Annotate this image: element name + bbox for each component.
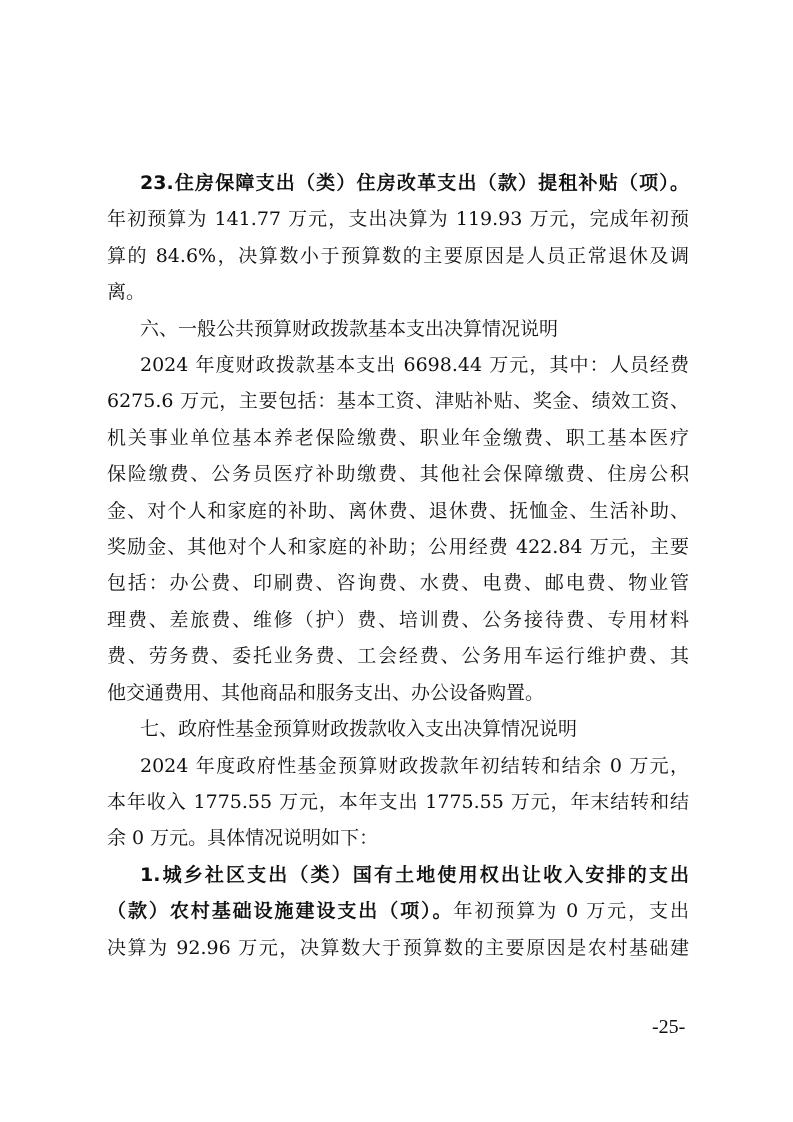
- text-line: [107, 893, 689, 929]
- document-body: [107, 165, 689, 966]
- text-line: 决算为 92.96 万元，决算数大于预算数的主要原因是农村基础建: [107, 936, 689, 959]
- section-7-heading: 七、政府性基金预算财政拨款收入支出决算情况说明: [140, 718, 578, 741]
- item-1-text: 年初预算为 0 万元，支出: [453, 900, 689, 923]
- text-line: 金、对个人和家庭的补助、离休费、退休费、抚恤金、生活补助、: [107, 499, 689, 522]
- text-line: 奖励金、其他对个人和家庭的补助；公用经费 422.84 万元，主要: [107, 536, 689, 559]
- text-line: 包括：办公费、印刷费、咨询费、水费、电费、邮电费、物业管: [107, 572, 689, 595]
- text-line: 余 0 万元。具体情况说明如下：: [107, 827, 379, 850]
- section-6-heading: 六、一般公共预算财政拨款基本支出决算情况说明: [140, 317, 559, 340]
- text-line: 2024 年度政府性基金预算财政拨款年初结转和结余 0 万元，: [140, 754, 689, 777]
- text-line: 保险缴费、公务员医疗补助缴费、其他社会保障缴费、住房公积: [107, 463, 689, 486]
- text-line: 他交通费用、其他商品和服务支出、办公设备购置。: [107, 681, 545, 704]
- text-line: 年初预算为 141.77 万元，支出决算为 119.93 万元，完成年初预: [107, 208, 689, 231]
- text-line: 离。: [107, 281, 146, 304]
- text-line: 6275.6 万元，主要包括：基本工资、津贴补贴、奖金、绩效工资、: [107, 390, 689, 413]
- page-number: -25-: [652, 1016, 686, 1038]
- text-line: 费、劳务费、委托业务费、工会经费、公务用车运行维护费、其: [107, 645, 689, 668]
- item-1-title-continued: （款）农村基础设施建设支出（项）。: [107, 900, 454, 923]
- text-line: 理费、差旅费、维修（护）费、培训费、公务接待费、专用材料: [107, 608, 689, 631]
- text-line: 2024 年度财政拨款基本支出 6698.44 万元，其中：人员经费: [140, 354, 689, 377]
- text-line: 本年收入 1775.55 万元，本年支出 1775.55 万元，年末结转和结: [107, 790, 689, 813]
- text-line: 机关事业单位基本养老保险缴费、职业年金缴费、职工基本医疗: [107, 426, 689, 449]
- item-23-title: 23.住房保障支出（类）住房改革支出（款）提租补贴（项）。: [140, 172, 689, 194]
- item-1-title: 1.城乡社区支出（类）国有土地使用权出让收入安排的支出: [140, 863, 689, 886]
- text-line: 算的 84.6%，决算数小于预算数的主要原因是人员正常退休及调: [107, 244, 689, 267]
